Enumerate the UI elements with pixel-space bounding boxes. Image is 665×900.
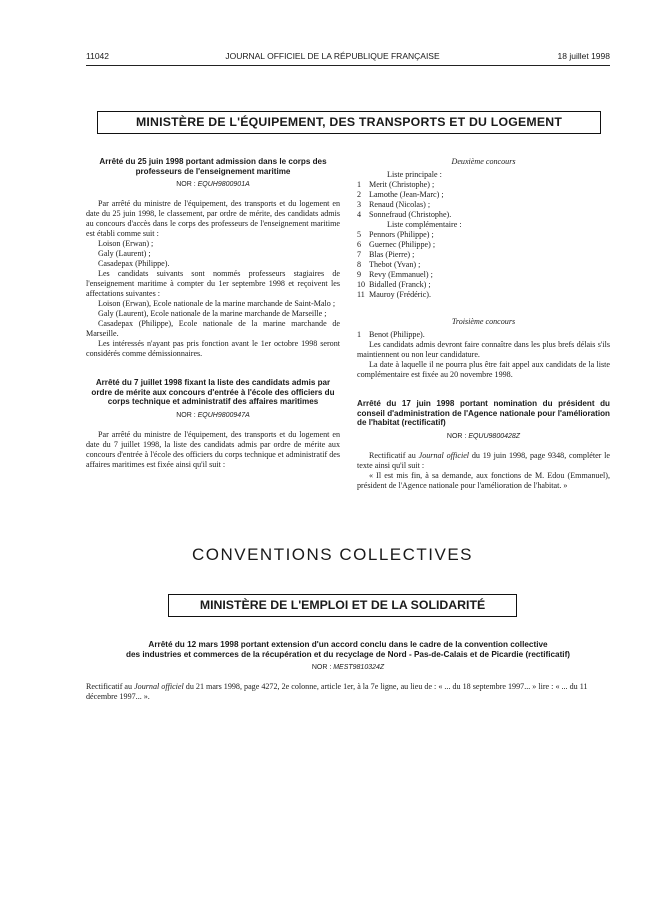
name-line: Casadepax (Philippe).: [98, 259, 170, 269]
list-item: 9 Revy (Emmanuel) ;: [357, 270, 433, 279]
name-line: Galy (Laurent) ;: [98, 249, 151, 259]
article-4-title-line2: des industries et commerces de la récupération et du recyclage de Nord - Pas-de-Calais et de Picardie (rectificatif): [125, 649, 571, 659]
article-1-title: Arrêté du 25 juin 1998 portant admission dans le corps des professeurs de l'enseignement maritime: [99, 157, 327, 176]
nor-code: EQUH9800947A: [197, 411, 250, 419]
issue-date: 18 juillet 1998: [557, 51, 610, 61]
assignment-line: Galy (Laurent), Ecole nationale de la marine marchande de Marseille ;: [98, 309, 327, 319]
article-3: [357, 399, 610, 491]
article-1-intro: Par arrêté du ministre de l'équipement, des transports et du logement en date du 25 juin 1998, le classement, par ordre de mérite, des candidats admis au concours d'accès dans le corps des professeurs de l'enseignement maritime est établi comme suit :: [86, 199, 340, 239]
article-3-para1: Rectificatif au Journal officiel du 19 juin 1998, page 9348, compléter le texte ainsi qu'il suit :: [357, 450, 610, 470]
article-3-para2: « Il est mis fin, à sa demande, aux fonctions de M. Edou (Emmanuel), président de l'Agence nationale pour l'amélioration de l'habitat. »: [357, 470, 610, 490]
list-item: 5 Pennors (Philippe) ;: [357, 230, 434, 239]
assignment-line: Loison (Erwan), Ecole nationale de la marine marchande de Saint-Malo ;: [98, 299, 336, 309]
article-1-closing: Les intéressés n'ayant pas pris fonction avant le 1er octobre 1998 seront considérés comme démissionnaires.: [86, 339, 340, 359]
article-1-para2: Les candidats suivants sont nommés professeurs stagiaires de l'enseignement maritime à compter du 1er septembre 1998 et reçoivent les affectations suivantes :: [86, 269, 340, 299]
article-2-body: Par arrêté du ministre de l'équipement, des transports et du logement en date du 7 juillet 1998, la liste des candidats admis par ordre de mérite aux concours d'entrée à l'école des officiers du corps technique et administratif des affaires maritimes est fixée ainsi qu'il suit :: [86, 429, 340, 469]
nor-code: MEST9810324Z: [333, 664, 385, 672]
article-3-nor: NOR : EQUU9800428Z: [446, 432, 521, 440]
article-3-title: Arrêté du 17 juin 1998 portant nomination du président du conseil d'administration de l'Agence nationale pour l'amélioration de l'habitat (rectificatif): [357, 399, 610, 428]
principal-list: [357, 180, 610, 220]
list-item: 11 Mauroy (Frédéric).: [357, 290, 432, 299]
list-item: 2 Lamothe (Jean-Marc) ;: [357, 190, 444, 199]
article-2-title: Arrêté du 7 juillet 1998 fixant la liste des candidats admis par ordre de mérite aux concours d'entrée à l'école des officiers du corps technique et administratif des affaires maritimes: [91, 378, 335, 407]
article-2-nor: NOR : EQUH9800947A: [176, 411, 250, 419]
nor-code: EQUU9800428Z: [468, 432, 521, 440]
article-2: [86, 378, 340, 470]
name-line: Loison (Erwan) ;: [98, 239, 154, 249]
right-column: [357, 157, 610, 491]
article-1: [86, 157, 340, 359]
principal-list-heading: Liste principale :: [387, 170, 442, 179]
section-title: CONVENTIONS COLLECTIVES: [191, 545, 474, 564]
list-item: 8 Thebot (Yvan) ;: [357, 260, 421, 269]
complementary-list-heading: Liste complémentaire :: [387, 220, 462, 229]
header-rule: [86, 65, 610, 66]
concours-3-heading: Troisième concours: [451, 317, 516, 326]
article-4-nor: NOR : MEST9810324Z: [311, 664, 385, 672]
page-number: 11042: [86, 51, 110, 61]
journal-title: JOURNAL OFFICIEL DE LA RÉPUBLIQUE FRANÇAISE: [225, 51, 440, 61]
nor-code: EQUH9800901A: [197, 181, 250, 189]
list-item: 4 Sonnefraud (Christophe).: [357, 210, 452, 219]
assignment-line: Casadepax (Philippe), Ecole nationale de la marine marchande de Marseille.: [86, 319, 340, 339]
ministry-heading-2: MINISTÈRE DE L'EMPLOI ET DE LA SOLIDARITÉ: [168, 594, 517, 617]
left-column: [86, 157, 340, 470]
complementary-list: [357, 230, 610, 300]
article-1-nor: NOR : EQUH9800901A: [176, 181, 250, 189]
list-item: 3 Renaud (Nicolas) ;: [357, 200, 431, 209]
list-item: 7 Blas (Pierre) ;: [357, 250, 415, 259]
concours-2-heading: Deuxième concours: [451, 157, 516, 166]
article-4-body: Rectificatif au Journal officiel du 21 mars 1998, page 4272, 2e colonne, article 1er, à la 7e ligne, au lieu de : « ... du 18 septembre 1997... » lire : « ... du 11 décembre 1997... ».: [86, 682, 588, 702]
article-4: [86, 640, 610, 702]
list-item: 1 Merit (Christophe) ;: [357, 180, 435, 189]
list-item: 10 Bidalled (Franck) ;: [357, 280, 431, 289]
concours-3-para2: La date à laquelle il ne pourra plus être fait appel aux candidats de la liste complémentaire est fixée au 20 novembre 1998.: [357, 360, 610, 379]
ministry-heading: MINISTÈRE DE L'ÉQUIPEMENT, DES TRANSPORTS ET DU LOGEMENT: [97, 111, 601, 134]
list-item: 6 Guernec (Philippe) ;: [357, 240, 436, 249]
concours-3-para1: Les candidats admis devront faire connaître dans les plus brefs délais s'ils maintiennent ou non leur candidature.: [357, 340, 610, 359]
article-4-title-line1: Arrêté du 12 mars 1998 portant extension d'un accord conclu dans le cadre de la convention collective: [148, 640, 548, 649]
list-item: 1 Benot (Philippe).: [357, 330, 425, 339]
